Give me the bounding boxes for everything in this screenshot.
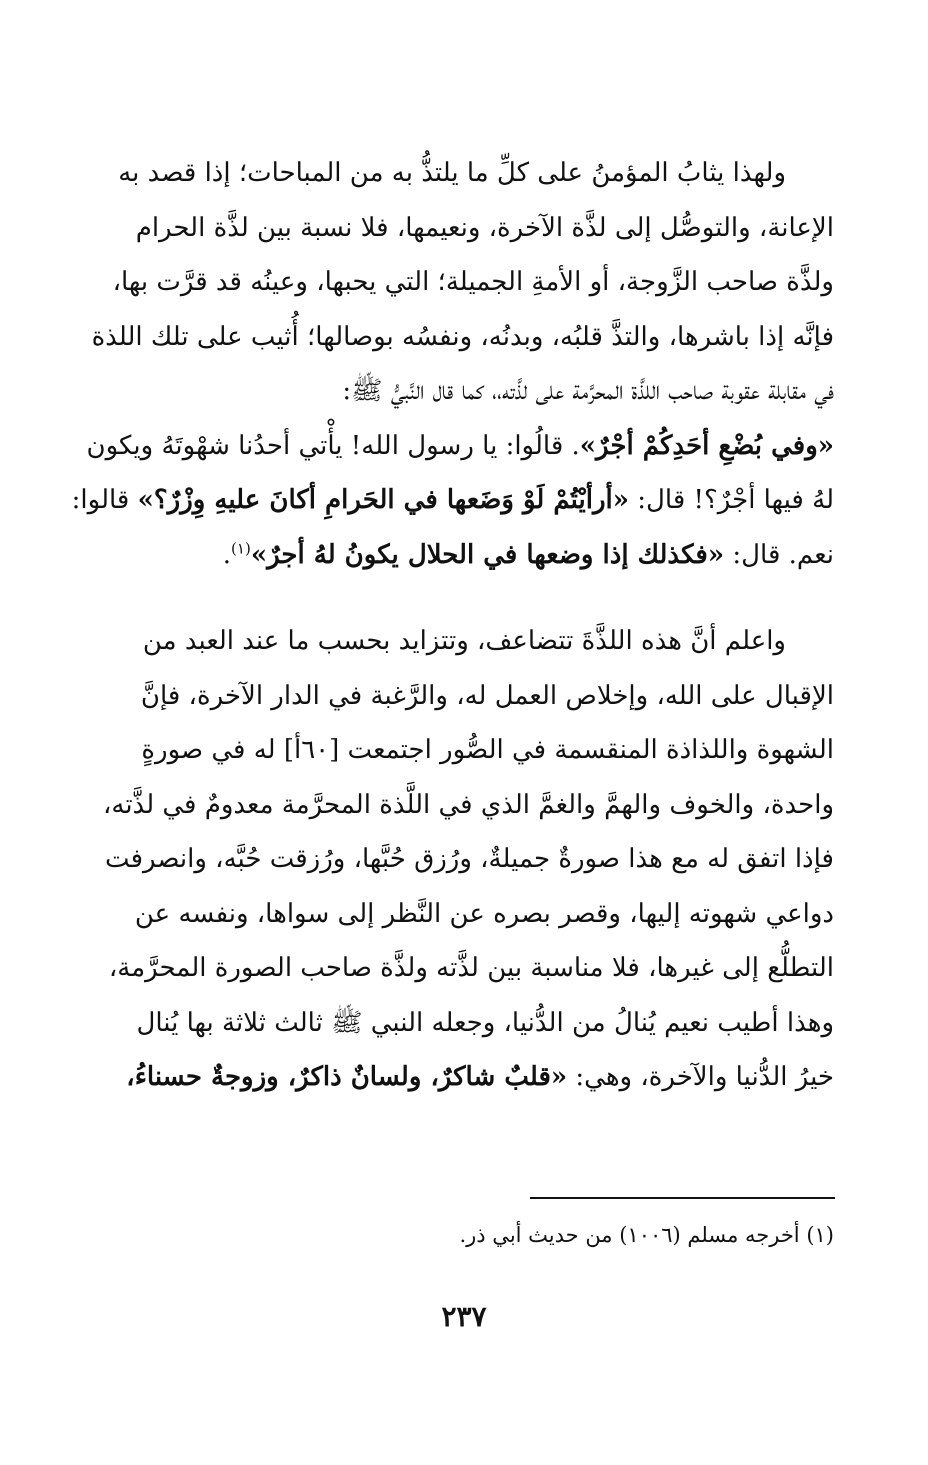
text-segment: واحدة، والخوف والهمَّ والغمَّ الذي في اللَّذة المحرَّمة معدومٌ في لذَّته، bbox=[102, 789, 834, 820]
paragraph-1-line bbox=[82, 310, 834, 365]
text-segment: لهُ فيها أجْرٌ؟! قال: bbox=[629, 485, 834, 515]
paragraph-2 bbox=[82, 614, 834, 1105]
paragraph-2-line bbox=[82, 887, 834, 942]
text-segment: . قالُوا: يا رسول الله! يأْتي أحدُنا شهْوتَهُ ويكون bbox=[86, 430, 580, 461]
paragraph-2-line bbox=[82, 996, 834, 1051]
text-segment: واعلم أنَّ هذه اللذَّةَ تتضاعف، وتتزايد بحسب ما عند العبد من bbox=[142, 626, 786, 656]
text-segment: دواعي شهوته إليها، وقصر بصره عن النَّظر إلى سواها، ونفسه عن bbox=[134, 898, 834, 929]
text-segment: ولهذا يثابُ المؤمنُ على كلِّ ما يلتذُّ به من المباحات؛ إذا قصد به bbox=[118, 158, 786, 188]
paragraph-1-line bbox=[82, 528, 834, 583]
text-segment: فإنَّه إذا باشرها، والتذَّ قلبُه، وبدنُه، ونفسُه بوصالها؛ أُثيب على تلك اللذة bbox=[91, 321, 834, 352]
paragraph-2-line bbox=[82, 941, 834, 996]
text-segment: قالوا: bbox=[71, 485, 138, 515]
paragraph-1-line bbox=[82, 419, 834, 474]
footnote-divider bbox=[530, 1197, 835, 1199]
text-segment: الإقبال على الله، وإخلاص العمل له، والرَّغبة في الدار الآخرة، فإنَّ bbox=[140, 680, 834, 711]
text-segment: فإذا اتفق له مع هذا صورةٌ جميلةٌ، ورُزق حُبَّها، ورُزقت حُبَّه، وانصرفت bbox=[105, 844, 834, 874]
text-segment: وهذا أطيب نعيم يُنالُ من الدُّنيا، وجعله النبي ﷺ ثالث ثلاثة بها يُنال bbox=[136, 1007, 834, 1038]
hadith-quote: «أرأيْتُمْ لَوْ وَضَعها في الحَرامِ أكانَ عليهِ وِزْرٌ؟» bbox=[137, 485, 629, 515]
text-segment: . bbox=[222, 539, 232, 570]
paragraph-1-line bbox=[71, 473, 834, 528]
text-segment: الإعانة، والتوصُّل إلى لذَّة الآخرة، ونعيمها، فلا نسبة بين لذَّة الحرام bbox=[135, 212, 834, 243]
paragraph-2-line bbox=[82, 778, 834, 833]
text-segment: ولذَّة صاحب الزَّوجة، أو الأمةِ الجميلة؛ التي يحبها، وعينُه قد قرَّت بها، bbox=[112, 267, 834, 297]
paragraph-1-line bbox=[82, 364, 834, 419]
paragraph-1-line bbox=[82, 201, 834, 256]
paragraph-1-line bbox=[82, 255, 834, 310]
paragraph-2-line bbox=[82, 1050, 834, 1105]
paragraph-1-line bbox=[82, 146, 834, 201]
paragraph-2-line bbox=[82, 614, 834, 669]
text-segment: في مقابلة عقوبة صاحب اللذَّة المحرَّمة على لذَّته،، كما قال النَّبيُّ ﷺ: bbox=[342, 376, 834, 406]
paragraph-2-line bbox=[82, 669, 834, 724]
paragraph-1 bbox=[71, 146, 834, 582]
hadith-quote: «وفي بُضْعِ أحَدِكُمْ أجْرٌ» bbox=[579, 430, 834, 461]
hadith-quote: «فكذلك إذا وضعها في الحلال يكونُ لهُ أجرٌ» bbox=[250, 539, 725, 570]
footnote-reference[interactable]: (١) bbox=[231, 538, 251, 557]
page-number: ٢٣٧ bbox=[441, 1300, 487, 1333]
text-segment: التطلُّع إلى غيرها، فلا مناسبة بين لذَّته ولذَّة صاحب الصورة المحرَّمة، bbox=[108, 953, 834, 983]
text-segment: نعم. قال: bbox=[724, 539, 834, 570]
footnote: (١) أخرجه مسلم (١٠٠٦) من حديث أبي ذر. bbox=[459, 1223, 834, 1247]
paragraph-2-line bbox=[82, 723, 834, 778]
paragraph-2-line bbox=[82, 832, 834, 887]
hadith-quote: «قلبٌ شاكرٌ، ولسانٌ ذاكرٌ، وزوجةٌ حسناءُ، bbox=[126, 1062, 568, 1092]
text-segment: خيرُ الدُّنيا والآخرة، وهي: bbox=[567, 1062, 834, 1092]
text-segment: الشهوة واللذاذة المنقسمة في الصُّور اجتمعت [٦٠أ] له في صورةٍ bbox=[141, 735, 834, 765]
